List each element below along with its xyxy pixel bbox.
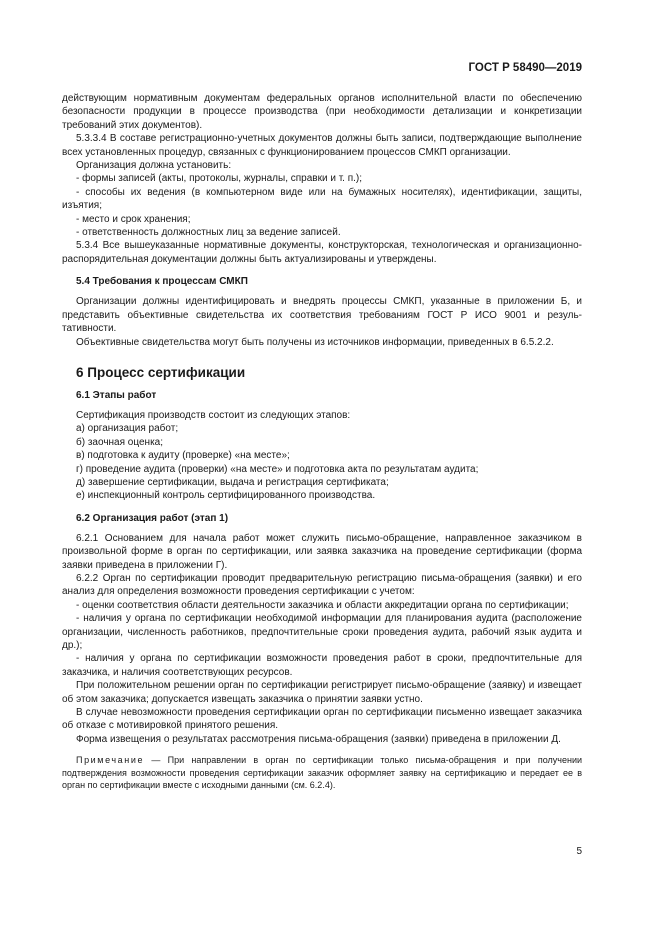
paragraph: 6.2.2 Орган по сертификации проводит предварительную регистрацию письма-обращения (заявки) и его анализ для определения возможности проведения сертификации с учетом: [62, 572, 582, 598]
paragraph: Организации должны идентифицировать и внедрять процессы СМКП, указанные в приложении Б, и представить объективные свидетельства их соответствия требованиям ГОСТ Р ИСО 9001 и резуль-тативности. [62, 296, 582, 335]
list-item: в) подготовка к аудиту (проверке) «на месте»; [76, 450, 290, 462]
paragraph: 5.3.4 Все вышеуказанные нормативные документы, конструкторская, технологическая и организационно-распорядительная документации должны быть актуализированы и утверждены. [62, 240, 582, 265]
list-item: б) заочная оценка; [76, 436, 164, 448]
list-item: - способы их ведения (в компьютерном виде или на бумажных носителях), идентификации, защиты, изъятия; [62, 186, 582, 212]
list-item: - наличия у органа по сертификации необходимой информации для планирования аудита (расположение организации, численность работников, предпочтительные сроки проведения аудита, рабочий язык аудита и др.); [62, 613, 582, 651]
list-item: - место и срок хранения; [76, 213, 191, 225]
list-item: г) проведение аудита (проверки) «на месте» и подготовка акта по результатам аудита; [76, 463, 479, 475]
paragraph: Объективные свидетельства могут быть получены из источников информации, приведенных в 6.5.2.2. [76, 336, 554, 348]
section-heading-6-1: 6.1 Этапы работ [76, 389, 157, 401]
list-item: - формы записей (акты, протоколы, журналы, справки и т. п.); [76, 173, 363, 185]
list-item: - ответственность должностных лиц за ведение записей. [76, 227, 341, 239]
standard-designation: ГОСТ Р 58490—2019 [468, 62, 582, 74]
list-item: д) завершение сертификации, выдача и регистрация сертификата; [76, 476, 389, 488]
list-item: - наличия у органа по сертификации возможности проведения работ в сроки, предпочтительные для заказчика, и наличия соответствующих ресурсов. [62, 653, 582, 678]
list-item: а) организация работ; [76, 423, 179, 435]
page-number: 5 [576, 846, 582, 857]
section-heading-5-4: 5.4 Требования к процессам СМКП [76, 276, 248, 288]
note-label: Примечание [76, 755, 145, 766]
document-body [62, 92, 582, 791]
paragraph: При положительном решении орган по сертификации регистрирует письмо-обращение (заявку) и извещает об этом заказчика; допускается извещать заказчика о принятии заявки устно. [62, 680, 582, 705]
section-heading-6: 6 Процесс сертификации [76, 364, 246, 380]
paragraph: Сертификация производств состоит из следующих этапов: [76, 409, 351, 421]
paragraph: Организация должна установить: [76, 160, 232, 172]
section-heading-6-2: 6.2 Организация работ (этап 1) [76, 512, 229, 524]
note-text: — При направлении в орган по сертификации только письма-обращения и при получении подтверждения возможности проведения сертификации заказчик оформляет заявку на сертификацию и передает ее в орган по сертификации вместе с исходными данными (см. 6.2.4). [62, 755, 582, 791]
paragraph: 6.2.1 Основанием для начала работ может служить письмо-обращение, направленное заказчиком в произвольной форме в орган по сертификации, или заявка заказчика на проведение сертификации (форма заявки приведена в приложении Г). [62, 532, 582, 571]
paragraph: действующим нормативным документам федеральных органов исполнительной власти по обеспечению безопасности продукции в процессе производства (при необходимости детализации и конкретизации требований этих документов). [62, 93, 582, 131]
note [62, 754, 582, 791]
list-item: - оценки соответствия области деятельности заказчика и области аккредитации органа по сертификации; [76, 599, 569, 611]
list-item: е) инспекционный контроль сертифицированного производства. [76, 490, 376, 502]
paragraph: Форма извещения о результатах рассмотрения письма-обращения (заявки) приведена в приложении Д. [76, 733, 561, 745]
paragraph: В случае невозможности проведения сертификации орган по сертификации письменно извещает заказчика об отказе с мотивировкой принятого решения. [62, 707, 582, 732]
paragraph: 5.3.3.4 В составе регистрационно-учетных документов должны быть записи, подтверждающие выполнение всех установленных процедур, связанных с функционированием процессов СМКП организации. [62, 133, 582, 158]
